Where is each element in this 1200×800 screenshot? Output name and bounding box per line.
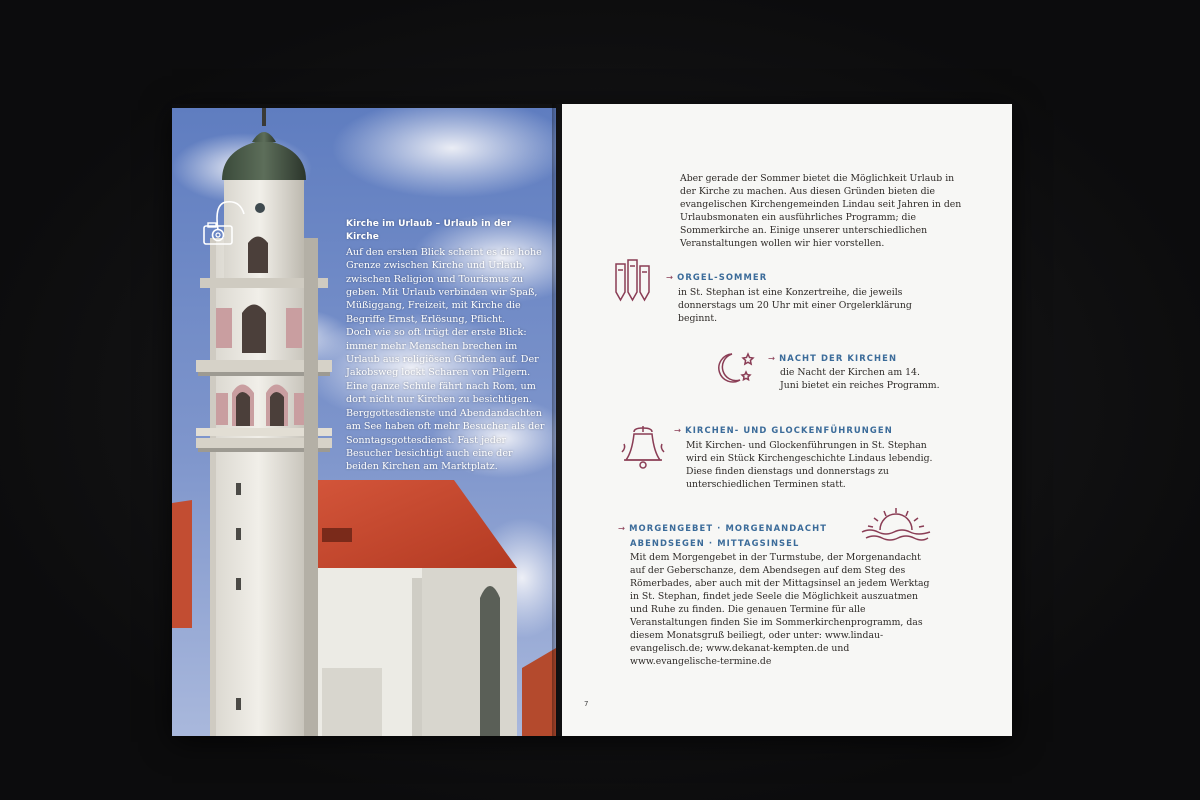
bell-icon bbox=[620, 422, 666, 474]
section-title-abendsegen: ABENDSEGEN · MITTAGSINSEL bbox=[630, 538, 800, 548]
section-body-orgel-sommer: in St. Stephan ist eine Konzertreihe, die jeweils donnerstags um 20 Uhr mit einer Orgelerklärung beginnt. bbox=[678, 287, 912, 324]
sunrise-icon bbox=[858, 504, 934, 544]
arrow-icon: → bbox=[666, 272, 675, 282]
article-paragraph-2: Doch wie so oft trügt der erste Blick: immer mehr Menschen brechen im Urlaub aus religiösen Gründen auf. Der Jakobsweg lockt Scharen von Pilgern. Eine ganze Schule fährt nach Rom, um dort nicht nur Kirchen zu besichtigen. Berggottesdienste und Abendandachten am See haben oft mehr Besucher als der Sonntagsgottesdienst. Fast jeder Besucher besichtigt auch eine der beiden Kirchen am Marktplatz. bbox=[346, 327, 545, 473]
article-paragraph-1: Auf den ersten Blick scheint es die hohe Grenze zwischen Kirche und Urlaub, zwischen Religion und Tourismus zu geben. Mit Urlaub verbinden wir Spaß, Müßiggang, Freizeit, mit Kirche die Begriffe Ernst, Erlösung, Pflicht. bbox=[346, 246, 542, 325]
moon-stars-icon bbox=[710, 350, 758, 386]
left-article bbox=[346, 218, 546, 474]
right-page bbox=[562, 104, 1012, 736]
open-booklet bbox=[172, 104, 1012, 736]
section-title-nacht-der-kirchen: → NACHT DER KIRCHEN bbox=[768, 353, 898, 363]
arrow-icon: → bbox=[674, 425, 683, 435]
left-page bbox=[172, 108, 556, 736]
intro-paragraph: Aber gerade der Sommer bietet die Möglichkeit Urlaub in der Kirche zu machen. Aus diesen Gründen bieten die evangelischen Kirchengemeinden Lindau seit Jahren in den Urlaubsmonaten ein ausführliches Programm; die Sommerkirche an. Einige unserer unterschiedlichen Veranstaltungen wollen wir hier vorstellen. bbox=[680, 173, 962, 249]
organ-pipes-icon bbox=[612, 256, 654, 304]
camera-icon bbox=[198, 194, 254, 250]
section-body-kirchen-und-glockenfuehrungen: Mit Kirchen- und Glockenführungen in St. Stephan wird ein Stück Kirchengeschichte Lindaus lebendig. Diese finden dienstags und donnerstags zu unterschiedlichen Terminen statt. bbox=[686, 440, 933, 490]
section-title-orgel-sommer: → ORGEL-SOMMER bbox=[666, 272, 768, 282]
arrow-icon: → bbox=[618, 523, 627, 533]
arrow-icon: → bbox=[768, 353, 777, 363]
section-body-nacht-der-kirchen: die Nacht der Kirchen am 14. Juni bietet ein reiches Programm. bbox=[780, 367, 940, 391]
section-title-kirchen-und-glockenfuehrungen: → KIRCHEN- UND GLOCKENFÜHRUNGEN bbox=[674, 425, 893, 435]
article-heading: Kirche im Urlaub – Urlaub in der Kirche bbox=[346, 219, 512, 243]
section-title-morgengebet: → MORGENGEBET · MORGENANDACHT bbox=[618, 523, 828, 533]
section-body-morgengebet: Mit dem Morgengebet in der Turmstube, der Morgenandacht auf der Geberschanze, dem Abendsegen auf dem Steg des Römerbades, aber auch mit der Mittagsinsel an jedem Werktag in St. Stephan, findet jede Seele die Möglichkeit auszuatmen und Ruhe zu finden. Die genauen Termine für alle Veranstaltungen finden Sie im Sommerkirchenprogramm, das diesem Monatsgruß beiliegt, oder unter: www.lindau-evangelisch.de; www.dekanat-kempten.de und www.evangelische-termine.de bbox=[630, 552, 930, 667]
page-number: 7 bbox=[584, 700, 589, 708]
